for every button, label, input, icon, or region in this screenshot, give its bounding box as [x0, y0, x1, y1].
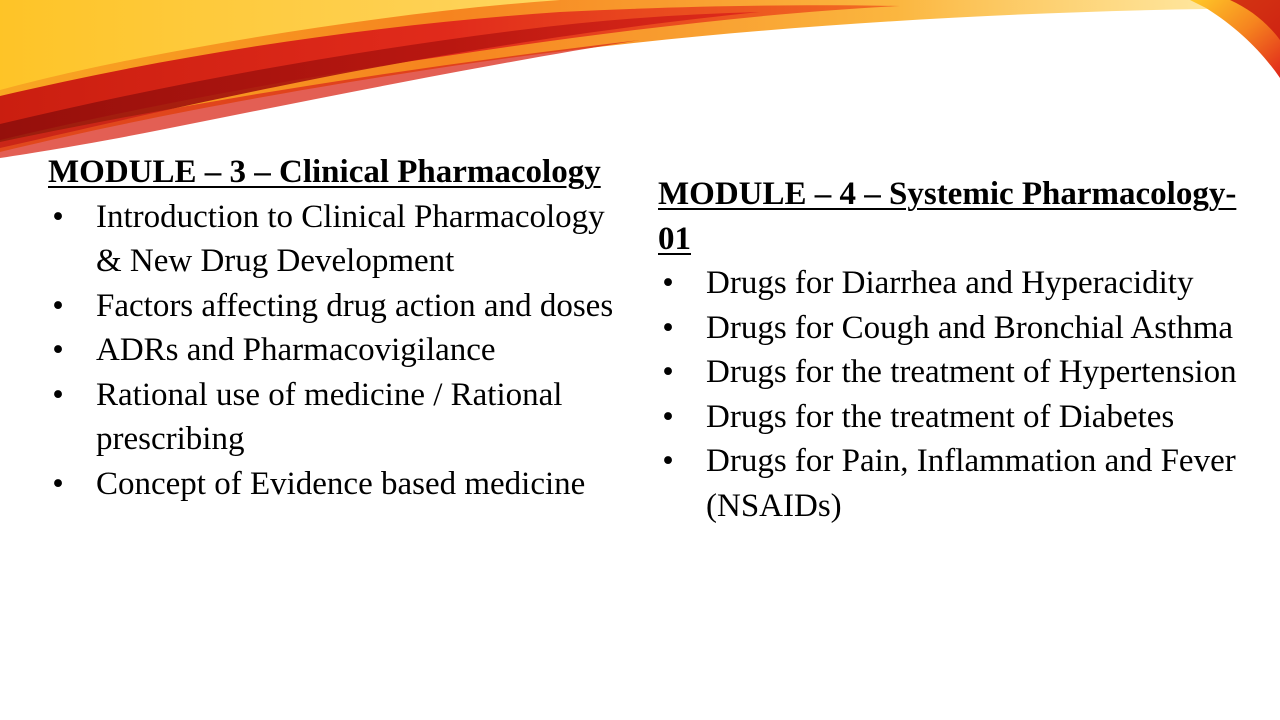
module-4-topic-item — [658, 261, 1258, 306]
module-3-title: MODULE – 3 – Clinical Pharmacology — [48, 154, 601, 190]
bullet-icon: • — [52, 332, 64, 368]
module-4-topic-text: Drugs for Pain, Inflammation and Fever (NSAIDs) — [706, 443, 1236, 524]
bullet-icon: • — [52, 376, 64, 413]
bullet-icon: • — [52, 287, 64, 324]
module-3-topic-text: Concept of Evidence based medicine — [96, 465, 586, 502]
module-4-topic-text: Drugs for Diarrhea and Hyperacidity — [706, 265, 1194, 301]
module-3-topic-list — [48, 195, 638, 507]
module-3-topic-item — [48, 373, 638, 462]
module-3-topic-item — [48, 284, 638, 329]
bullet-icon: • — [662, 443, 674, 479]
module-3-topic-text: Introduction to Clinical Pharmacology & New Drug Development — [96, 198, 605, 279]
module-4-topic-item — [658, 350, 1258, 395]
module-4-topic-item — [658, 395, 1258, 440]
module-4-topic-item — [658, 439, 1258, 528]
module-3-topic-text: Rational use of medicine / Rational prescribing — [96, 376, 563, 457]
bullet-icon: • — [662, 354, 674, 390]
module-4-topic-text: Drugs for the treatment of Diabetes — [706, 398, 1175, 435]
module-3-topic-item — [48, 462, 638, 507]
module-3-column — [48, 150, 638, 506]
module-4-topic-text: Drugs for Cough and Bronchial Asthma — [706, 309, 1234, 346]
module-3-topic-item — [48, 328, 638, 373]
bullet-icon: • — [662, 398, 674, 435]
bullet-icon: • — [662, 309, 674, 346]
bullet-icon: • — [662, 265, 674, 301]
module-4-column — [658, 172, 1258, 528]
module-4-topic-text: Drugs for the treatment of Hypertension — [706, 354, 1237, 390]
header-swoosh-decoration — [0, 0, 1280, 160]
module-3-topic-text: ADRs and Pharmacovigilance — [96, 332, 496, 368]
module-4-topic-list — [658, 261, 1258, 528]
module-3-topic-text: Factors affecting drug action and doses — [96, 287, 614, 324]
bullet-icon: • — [52, 198, 64, 235]
module-3-topic-item — [48, 195, 638, 284]
module-4-topic-item — [658, 306, 1258, 351]
bullet-icon: • — [52, 465, 64, 502]
module-4-title: MODULE – 4 – Systemic Pharmacology- 01 — [658, 176, 1237, 257]
